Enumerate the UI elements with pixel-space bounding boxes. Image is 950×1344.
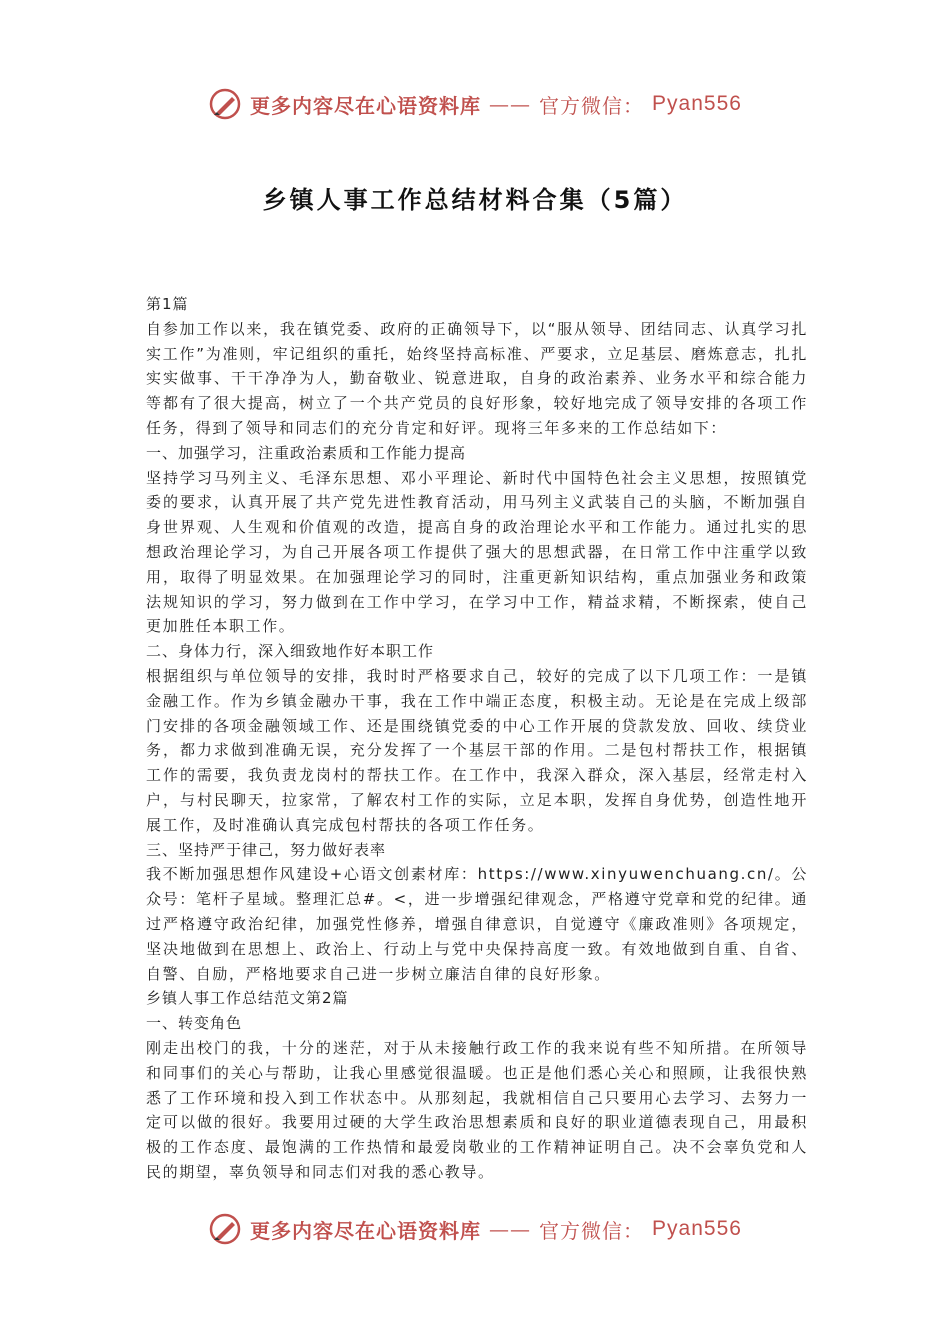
- section-heading: 三、坚持严于律己，努力做好表率: [146, 840, 387, 859]
- document-title: 乡镇人事工作总结材料合集（5篇）: [262, 186, 688, 214]
- section-heading: 一、转变角色: [146, 1014, 243, 1033]
- section-heading: 一、加强学习，注重政治素质和工作能力提高: [146, 443, 467, 462]
- body-paragraph: 坚持学习马列主义、毛泽东思想、邓小平理论、新时代中国特色社会主义思想，按照镇党委的要求，认真开展了共产党先进性教育活动，用马列主义武装自己的头脑，不断加强自身世界观、人生观和价值观的改造，提高自身的政治理论水平和工作能力。通过扎实的思想政治理论学习，为自己开展各项工作提供了强大的思想武器，在日常工作中注重学以致用，取得了明显效果。在加强理论学习的同时，注重更新知识结构，重点加强业务和政策法规知识的学习，努力做到在工作中学习，在学习中工作，精益求精，不断探索，使自己更加胜任本职工作。: [146, 468, 808, 636]
- header-banner: [0, 84, 950, 124]
- banner-wechat-label: 官方微信：: [539, 1218, 645, 1243]
- body-paragraph: 自参加工作以来，我在镇党委、政府的正确领导下，以“服从领导、团结同志、认真学习扎实工作”为准则，牢记组织的重托，始终坚持高标准、严要求，立足基层、磨炼意志，扎扎实实做事、干干净净为人，勤奋敬业、锐意进取，自身的政治素养、业务水平和综合能力等都有了很大提高，树立了一个共产党员的良好形象，较好地完成了领导安排的各项工作任务，得到了领导和同志们的充分肯定和好评。现将三年多来的工作总结如下：: [146, 319, 808, 437]
- body-paragraph: 根据组织与单位领导的安排，我时时严格要求自己，较好的完成了以下几项工作：一是镇金融工作。作为乡镇金融办干事，我在工作中端正态度，积极主动。无论是在完成上级部门安排的各项金融领域工作、还是围绕镇党委的中心工作开展的贷款发放、回收、续贷业务，都力求做到准确无误，充分发挥了一个基层干部的作用。二是包村帮扶工作，根据镇工作的需要，我负责龙岗村的帮扶工作。在工作中，我深入群众，深入基层，经常走村入户，与村民聊天，拉家常，了解农村工作的实际，立足本职，发挥自身优势，创造性地开展工作，及时准确认真完成包村帮扶的各项工作任务。: [146, 666, 808, 834]
- banner-wechat-label: 官方微信：: [539, 93, 645, 118]
- banner-dash: ——: [489, 92, 532, 116]
- pen-logo-icon: [208, 1212, 242, 1246]
- document-body: [146, 292, 808, 1185]
- section-heading: 第1篇: [146, 295, 189, 313]
- section-heading: 乡镇人事工作总结范文第2篇: [146, 989, 349, 1008]
- section-heading: 二、身体力行，深入细致地作好本职工作: [146, 642, 435, 661]
- banner-dash: ——: [489, 1217, 532, 1241]
- body-paragraph: 我不断加强思想作风建设+心语文创素材库：https://www.xinyuwenchuang.cn/。公众号：笔杆子星域。整理汇总#。<，进一步增强纪律观念，严格遵守党章和党的纪律。通过严格遵守政治纪律，加强党性修养，增强自律意识，自觉遵守《廉政准则》各项规定，坚决地做到在思想上、政治上、行动上与党中央保持高度一致。有效地做到自重、自省、自警、自励，严格地要求自己进一步树立廉洁自律的良好形象。: [146, 865, 808, 983]
- banner-wechat-id: Pyan556: [652, 92, 742, 115]
- banner-wechat-id: Pyan556: [652, 1217, 742, 1240]
- banner-brand-text: 更多内容尽在心语资料库: [250, 1218, 482, 1243]
- pen-logo-icon: [208, 87, 242, 121]
- body-paragraph: 刚走出校门的我，十分的迷茫，对于从未接触行政工作的我来说有些不知所措。在所领导和同事们的关心与帮助，让我心里感觉很温暖。也正是他们悉心关心和照顾，让我很快熟悉了工作环境和投入到工作状态中。从那刻起，我就相信自己只要用心去学习、去努力一定可以做的很好。我要用过硬的大学生政治思想素质和良好的职业道德表现自己，用最积极的工作态度、最饱满的工作热情和最爱岗敬业的工作精神证明自己。决不会辜负党和人民的期望，辜负领导和同志们对我的悉心教导。: [146, 1038, 808, 1181]
- footer-banner: [0, 1209, 950, 1249]
- banner-brand-text: 更多内容尽在心语资料库: [250, 93, 482, 118]
